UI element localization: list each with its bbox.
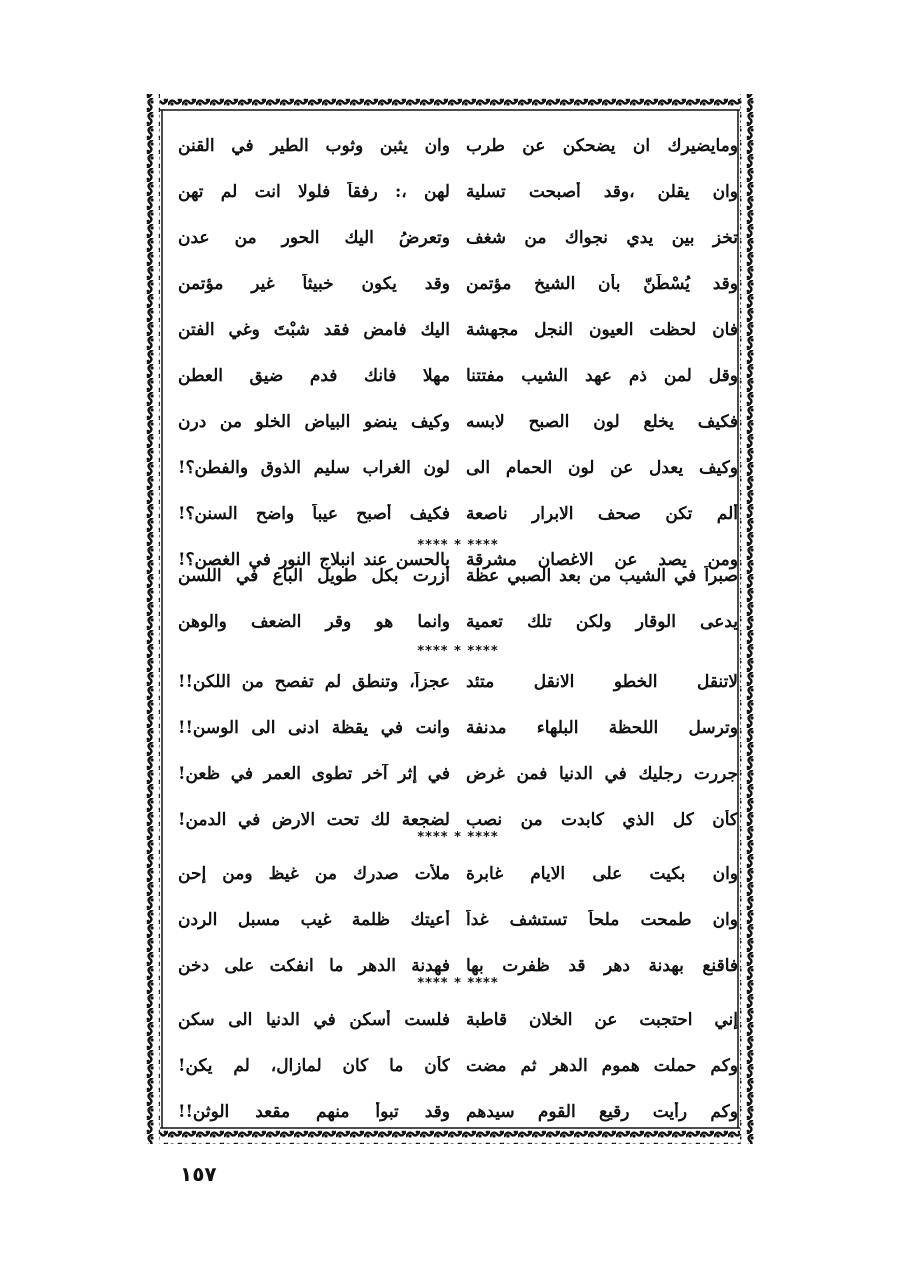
verse-first-hemistich: إني احتجبت عن الخلان قاطبة [466, 1010, 738, 1030]
verse [178, 262, 738, 306]
verse-first-hemistich: صبراً في الشيب من بعد الصبي عظة [466, 566, 738, 586]
stanza-separator: **** * **** [417, 830, 499, 845]
border-left [146, 94, 160, 1144]
verse-first-hemistich: يدعى الوقار ولكن تلك تعمية [466, 612, 738, 632]
verse-first-hemistich: وكيف يعدل عن لون الحمام الى [466, 458, 738, 478]
stanza-separator: **** * **** [417, 976, 499, 991]
poem-body [178, 118, 738, 1128]
border-right [740, 94, 754, 1144]
verse-second-hemistich: وقد يكون خبيثاً غير مؤتمن [178, 274, 450, 294]
verse [178, 998, 738, 1042]
verse [178, 852, 738, 896]
verse [178, 706, 738, 750]
verse-second-hemistich: وكيف ينضو البياض الخلو من درن [178, 412, 450, 432]
verse-first-hemistich: تخز بين يدي نجواك من شغف [466, 228, 738, 248]
verse-first-hemistich: وكم رأيت رقيع القوم سيدهم [466, 1102, 738, 1122]
verse-first-hemistich: ألم تكن صحف الابرار ناصعة [466, 504, 738, 524]
verse-second-hemistich: في إثر آخر تطوى العمر في ظعن! [178, 764, 450, 784]
verse-first-hemistich: فاقنع بهدنة دهر قد ظفرت بها [466, 956, 738, 976]
verse-second-hemistich: أعيتك ظلمة غيب مسبل الردن [178, 910, 450, 930]
verse [178, 554, 738, 598]
verse-second-hemistich: لون الغراب سليم الذوق والفطن؟! [178, 458, 450, 478]
verse-first-hemistich: جررت رجليك في الدنيا فمن غرض [466, 764, 738, 784]
verse [178, 1090, 738, 1134]
verse [178, 170, 738, 214]
verse-first-hemistich: ومايضيرك ان يضحكن عن طرب [466, 136, 738, 156]
verse-second-hemistich: مهلا فانك فدم ضيق العطن [178, 366, 450, 386]
verse-second-hemistich: وان يثبن وثوب الطير في القنن [178, 136, 450, 156]
stanza-separator: **** * **** [417, 644, 499, 659]
verse-first-hemistich: ومن يصد عن الاغصان مشرقة [466, 550, 738, 570]
verse-second-hemistich: فكيف أصبح عيباً واضح السنن؟! [178, 504, 450, 524]
verse [178, 124, 738, 168]
verse-first-hemistich: وكم حملت هموم الدهر ثم مضت [466, 1056, 738, 1076]
verse [178, 1044, 738, 1088]
border-top [148, 94, 754, 108]
stanza-separator: **** * **** [417, 538, 499, 553]
verse [178, 752, 738, 796]
page-number: ١٥٧ [180, 1162, 217, 1186]
verse-second-hemistich: ملأت صدرك من غيظ ومن إحن [178, 864, 450, 884]
verse [178, 660, 738, 704]
verse-second-hemistich: كأن ما كان لمازال، لم يكن! [178, 1056, 450, 1076]
verse-first-hemistich: فان لحظت العيون النجل مجهشة [466, 320, 738, 340]
verse-first-hemistich: وان يقلن ،وقد أصبحت تسلية [466, 182, 738, 202]
verse [178, 600, 738, 644]
verse [178, 898, 738, 942]
verse-second-hemistich: وتعرضُ اليك الحور من عدن [178, 228, 450, 248]
verse-first-hemistich: كأن كل الذي كابدت من نصب [466, 810, 738, 830]
verse-first-hemistich: فكيف يخلع لون الصبح لابسه [466, 412, 738, 432]
verse-first-hemistich: وقد يُسْطَنّ بأن الشيخ مؤتمن [466, 274, 738, 294]
verse [178, 400, 738, 444]
verse-second-hemistich: فهدنة الدهر ما انفكت على دخن [178, 956, 450, 976]
verse [178, 354, 738, 398]
verse-second-hemistich: عجزاً، وتنطق لم تفصح من اللكن!! [178, 672, 450, 692]
verse [178, 446, 738, 490]
verse-first-hemistich: لاتنقل الخطو الانقل متئد [466, 672, 738, 692]
verse-second-hemistich: وانت في يقظة ادنى الى الوسن!! [178, 718, 450, 738]
verse-first-hemistich: وقل لمن ذم عهد الشيب مفتتنا [466, 366, 738, 386]
verse [178, 492, 738, 536]
verse-second-hemistich: بالحسن عند انبلاج النور في الغصن؟! [178, 550, 450, 570]
verse [178, 308, 738, 352]
verse-second-hemistich: فلست أسكن في الدنيا الى سكن [178, 1010, 450, 1030]
verse-first-hemistich: وان بكيت على الايام غابرة [466, 864, 738, 884]
verse-second-hemistich: أزرت بكل طويل الباع في اللسن [178, 566, 450, 586]
verse-first-hemistich: وترسل اللحظة البلهاء مدنفة [466, 718, 738, 738]
verse-first-hemistich: وان طمحت ملحاً تستشف غداً [466, 910, 738, 930]
verse-second-hemistich: لهن ،: رفقاً فلولا انت لم تهن [178, 182, 450, 202]
verse-second-hemistich: اليك فامض فقد شبْتَ وغي الفتن [178, 320, 450, 340]
verse-second-hemistich: لضجعة لك تحت الارض في الدمن! [178, 810, 450, 830]
verse [178, 216, 738, 260]
verse-second-hemistich: وقد تبوأ منهم مقعد الوثن!! [178, 1102, 450, 1122]
verse-second-hemistich: وانما هو وقر الضعف والوهن [178, 612, 450, 632]
